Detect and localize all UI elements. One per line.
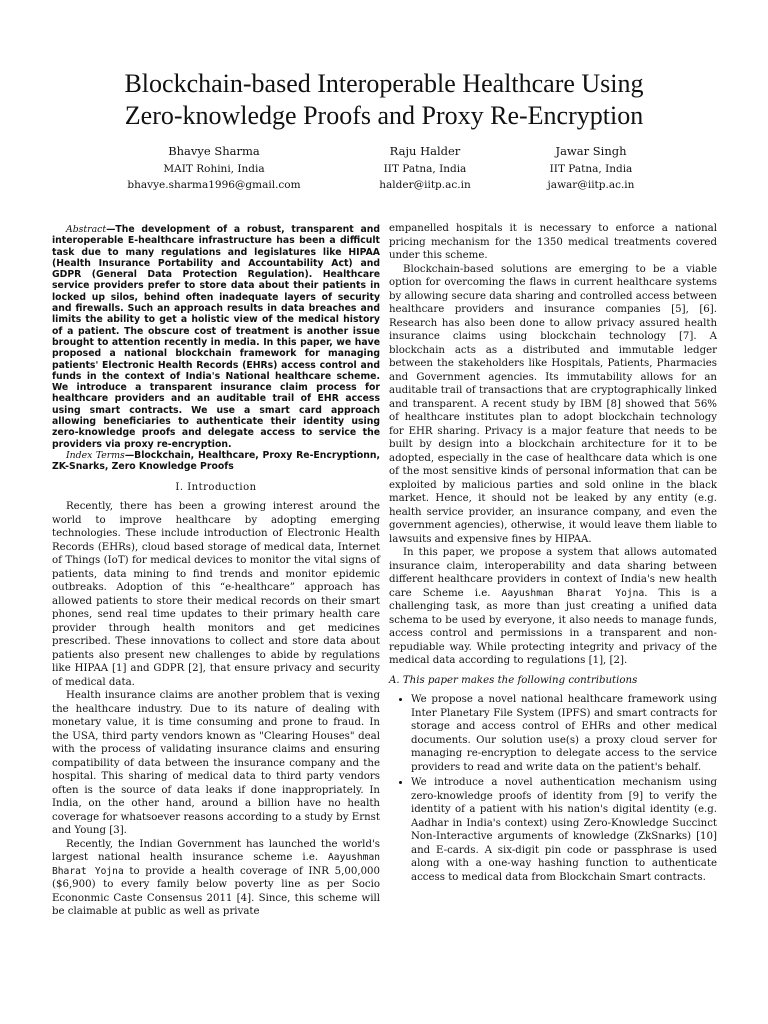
right-paragraph-2: Blockchain-based solutions are emerging to be a viable option for overcoming the flaws in current healthcare systems by allowing secure data sharing and controlled access between healthcare providers and insurance companies [5], [6]. Research has also been done to allow privacy assured health insurance claims using blockchain technology [7]. A blockchain acts as a distributed and immutable ledger between the stakeholders like Hospitals, Patients, Pharmacies and Government agencies. Its immutability allows for an auditable trail of transactions that are cryptographically linked and transparent. A recent study by IBM [8] showed that 56% of healthcare institutes plan to adopt blockchain technology for EHR sharing. Privacy is a major feature that needs to be built by design into a blockchain architecture for it to be adopted, especially in the case of healthcare data which is one of the most sensitive kinds of personal information that can be exploited by malicious parties and sold online in the black market. Hence, it should not be leaked by any entity (e.g. health service provider, an insurance company, and even the government agencies), otherwise, it would leave them liable to lawsuits and expensive fines by HIPAA. bbox=[389, 263, 717, 545]
intro-paragraph-3 bbox=[52, 838, 380, 919]
title-line-1: Blockchain-based Interoperable Healthcare Using bbox=[124, 69, 644, 98]
author-email: halder@iitp.ac.in bbox=[379, 179, 471, 191]
author-name: Raju Halder bbox=[389, 144, 461, 158]
author-email: bhavye.sharma1996@gmail.com bbox=[127, 179, 301, 191]
section-heading-introduction: I. Introduction bbox=[175, 481, 257, 493]
index-terms-text: —Blockchain, Healthcare, Proxy Re-Encryptionn, ZK-Snarks, Zero Knowledge Proofs bbox=[52, 449, 380, 473]
intro-p3-text-b: to provide a health coverage of INR 5,00,000 ($6,900) to every family below poverty line as per Socio Econonmic Caste Consensus 2011 [4]. Since, this scheme will be claimable at public as well as private bbox=[52, 865, 381, 918]
title-line-2: Zero-knowledge Proofs and Proxy Re-Encryption bbox=[124, 101, 644, 130]
intro-p3-text-a: Recently, the Indian Government has launched the world's largest national health insurance scheme i.e. bbox=[52, 838, 380, 864]
right-column bbox=[389, 222, 717, 886]
scheme-name: Aayushman Bharat Yojna bbox=[52, 852, 380, 877]
right-paragraph-1: empanelled hospitals it is necessary to enforce a national pricing mechanism for the 1350 medical treatments covered under this scheme. bbox=[389, 223, 717, 261]
abstract bbox=[52, 224, 380, 450]
intro-paragraph-1: Recently, there has been a growing interest around the world to improve healthcare by adopting emerging technologies. These include introduction of Electronic Health Records (EHRs), cloud based storage of medical data, Internet of Things (IoT) for medical devices to monitor the vital signs of patients, data mining to find trends and monitor epidemic outbreaks. Adoption of this “e-healthcare” approach has allowed patients to store their medical records on their smart phones, send real time updates to their primary health care provider through health monitors and get medicines prescribed. These innovations to collect and store data about patients also present new challenges to abide by regulations like HIPAA [1] and GDPR [2], that ensure privacy and security of medical data. bbox=[52, 501, 380, 688]
index-terms-label: Index Terms bbox=[66, 449, 125, 461]
abstract-text: —The development of a robust, transparent and interoperable E-healthcare infrastructure has been a difficult task due to many regulations and legislatures like HIPAA (Health Insurance Portability and Accountability Act) and GDPR (General Data Protection Regulation). Healthcare service providers prefer to store data about their patients in locked up silos, behind often inadequate layers of security and firewalls. Such an approach results in data breaches and limits the ability to get a holistic view of the medical history of a patient. The obscure cost of treatment is another issue brought to attention recently in media. In this paper, we have proposed a national blockchain framework for managing patients' Electronic Health Records (EHRs) access control and funds in the context of India's National healthcare scheme. We introduce a transparent insurance claim process for healthcare providers and an auditable trail of EHR access using smart contracts. We use a smart card approach allowing beneficiaries to authenticate their identity using zero-knowledge proofs and delegate access to service the providers via proxy re-encryption. bbox=[52, 224, 380, 450]
scheme-name: Aayushman Bharat Yojna bbox=[501, 587, 645, 599]
author-affiliation: MAIT Rohini, India bbox=[163, 163, 265, 175]
index-terms bbox=[52, 450, 380, 473]
author-name: Jawar Singh bbox=[555, 144, 627, 158]
right-p3-text-b: . This is a challenging task, as more than just creating a unified data schema to be used by everyone, it also needs to manage funds, access control and permissions in a transparent and non-repudiable way. While protecting integrity and privacy of the medical data according to regulations [1], [2]. bbox=[389, 587, 718, 666]
list-item: • We propose a novel national healthcare framework using Inter Planetary File System (IPFS) and smart contracts for storage and access control of EHRs and other medical documents. Our solution use(s) a proxy cloud server for managing re-encryption to delegate access to the service providers to read and write data on the patient's behalf. bbox=[411, 693, 717, 774]
author-name: Bhavye Sharma bbox=[168, 144, 260, 158]
paper-title bbox=[0, 68, 768, 132]
author-1 bbox=[104, 143, 324, 193]
right-p3-text-a: In this paper, we propose a system that allows automated insurance claim, interoperability and data sharing between different healthcare providers in context of India's new health care Scheme i.e. bbox=[389, 547, 717, 599]
author-email: jawar@iitp.ac.in bbox=[547, 179, 635, 191]
author-affiliation: IIT Patna, India bbox=[549, 163, 633, 175]
abstract-label: Abstract bbox=[66, 224, 107, 235]
right-paragraph-3 bbox=[389, 546, 717, 668]
list-item: • We introduce a novel authentication mechanism using zero-knowledge proofs of identity from [9] to verify the identity of a patient with his nation's digital identity (e.g. Aadhar in India's context) using Zero-Knowledge Succinct Non-Interactive arguments of knowledge (ZkSnarks) [10] and E-cards. A six-digit pin code or passphrase is used along with a one-way hashing function to authenticate access to medical data from Blockchain Smart contracts. bbox=[411, 776, 717, 884]
left-column bbox=[52, 224, 380, 919]
intro-paragraph-2: Health insurance claims are another problem that is vexing the healthcare industry. Due to its nature of dealing with monetary value, it is time consuming and prone to fraud. In the USA, third party vendors known as "Clearing Houses" deal with the process of validating insurance claims and ensuring compatibility of data between the insurance company and the hospital. This sharing of medical data to third party vendors often is the source of data leaks if done inappropriately. In India, on the other hand, around a billion have no health coverage for whatsoever reasons according to a study by Ernst and Young [3]. bbox=[52, 690, 380, 837]
subsection-heading-contributions: A. This paper makes the following contributions bbox=[389, 674, 638, 686]
contributions-list bbox=[389, 693, 717, 884]
author-affiliation: IIT Patna, India bbox=[383, 163, 467, 175]
author-3 bbox=[481, 143, 701, 193]
